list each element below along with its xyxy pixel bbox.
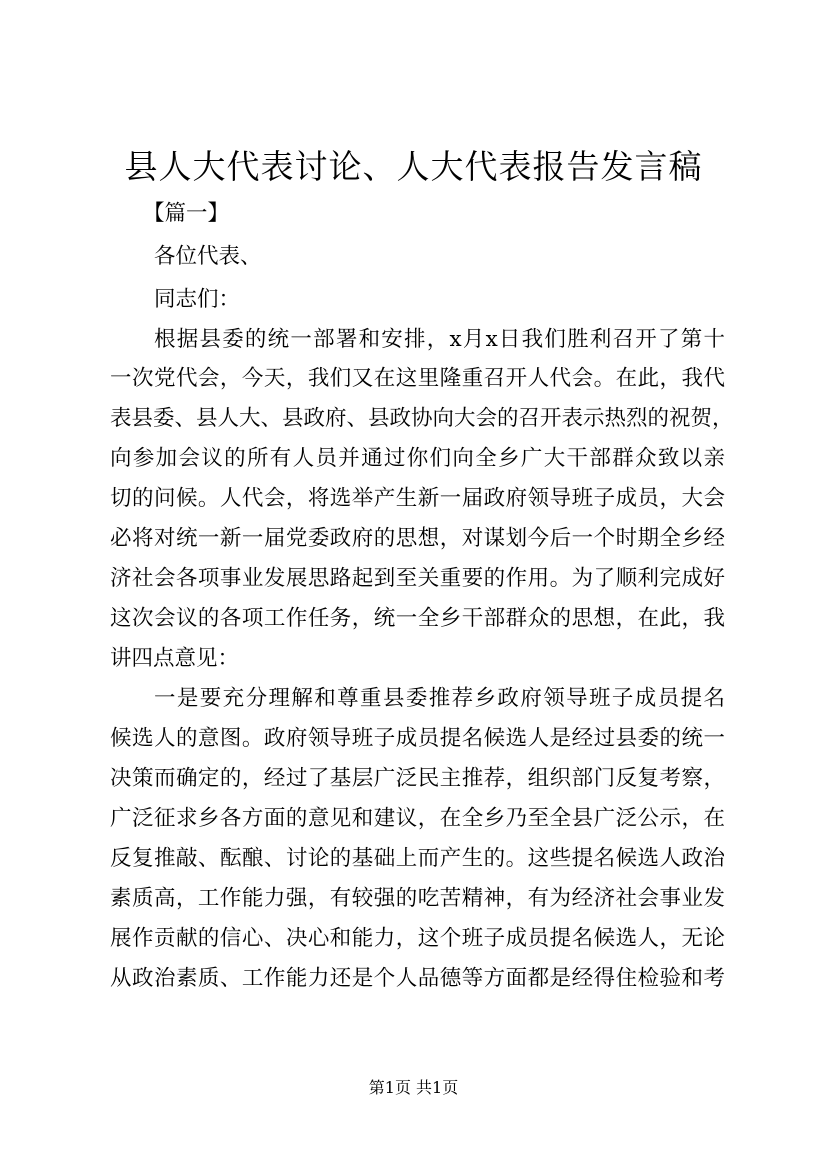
paragraph-line: 广泛征求乡各方面的意见和建议，在全乡乃至全县广泛公示，在 bbox=[110, 806, 725, 831]
paragraph-line: 一次党代会，今天，我们又在这里隆重召开人代会。在此，我代 bbox=[110, 366, 725, 391]
paragraph-line: 这次会议的各项工作任务，统一全乡干部群众的思想，在此，我 bbox=[110, 606, 725, 631]
paragraph-line: 从政治素质、工作能力还是个人品德等方面都是经得住检验和考 bbox=[110, 966, 725, 991]
document-title: 县人大代表讨论、人大代表报告发言稿 bbox=[124, 147, 703, 186]
paragraph-line: 反复推敲、酝酿、讨论的基础上而产生的。这些提名候选人政治 bbox=[110, 846, 725, 871]
paragraph-line: 决策而确定的，经过了基层广泛民主推荐，组织部门反复考察， bbox=[110, 766, 725, 791]
paragraph-line: 济社会各项事业发展思路起到至关重要的作用。为了顺利完成好 bbox=[110, 566, 725, 591]
paragraph-line: 向参加会议的所有人员并通过你们向全乡广大干部群众致以亲 bbox=[110, 446, 725, 471]
paragraph-line: 讲四点意见： bbox=[110, 646, 240, 671]
page-footer: 第1页 共1页 bbox=[368, 1078, 459, 1097]
salutation-line: 同志们： bbox=[154, 287, 241, 312]
salutation-line: 各位代表、 bbox=[154, 244, 262, 269]
section-heading: 【篇一】 bbox=[143, 201, 230, 226]
paragraph-line: 切的问候。人代会，将选举产生新一届政府领导班子成员，大会 bbox=[110, 486, 725, 511]
paragraph-line: 根据县委的统一部署和安排，x月x日我们胜利召开了第十 bbox=[154, 327, 725, 352]
paragraph-line: 必将对统一新一届党委政府的思想，对谋划今后一个时期全乡经 bbox=[110, 526, 725, 551]
paragraph-line: 候选人的意图。政府领导班子成员提名候选人是经过县委的统一 bbox=[110, 726, 725, 751]
paragraph-line: 展作贡献的信心、决心和能力，这个班子成员提名候选人，无论 bbox=[110, 926, 725, 951]
paragraph-line: 一是要充分理解和尊重县委推荐乡政府领导班子成员提名 bbox=[154, 686, 725, 711]
paragraph-line: 表县委、县人大、县政府、县政协向大会的召开表示热烈的祝贺， bbox=[110, 406, 734, 431]
paragraph-line: 素质高，工作能力强，有较强的吃苦精神，有为经济社会事业发 bbox=[110, 886, 725, 911]
